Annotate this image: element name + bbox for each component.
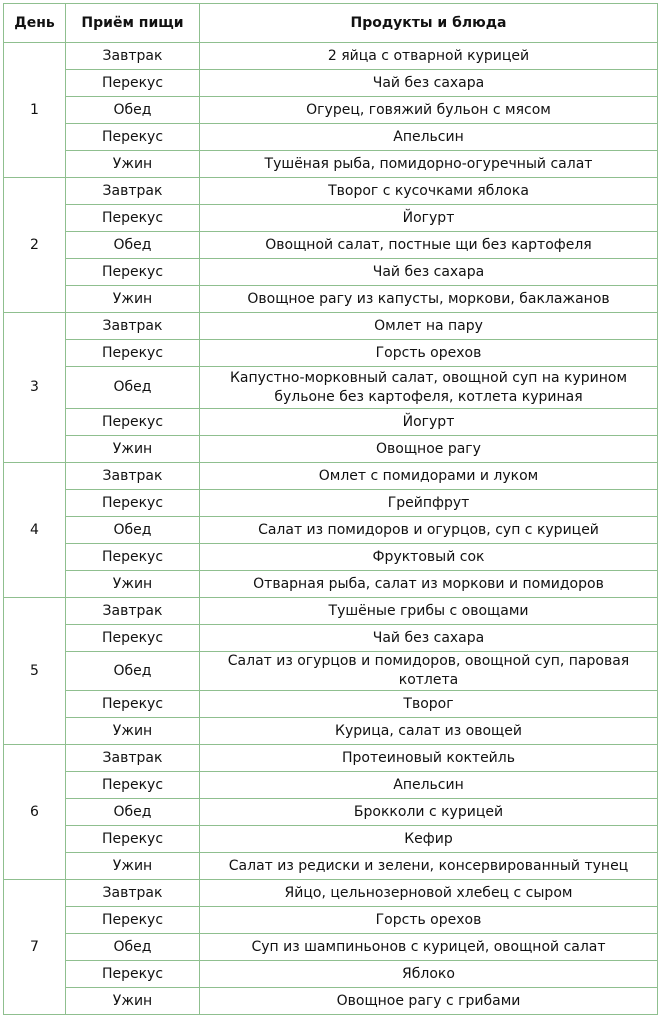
- table-row: [4, 934, 658, 961]
- meal-type-cell: Перекус: [66, 625, 200, 652]
- food-cell: Горсть орехов: [200, 340, 658, 367]
- meal-type-cell: Завтрак: [66, 43, 200, 70]
- table-row: [4, 340, 658, 367]
- meal-plan-table: [3, 3, 658, 1015]
- meal-type-cell: Перекус: [66, 490, 200, 517]
- table-row: [4, 772, 658, 799]
- meal-type-cell: Перекус: [66, 409, 200, 436]
- meal-type-cell: Обед: [66, 799, 200, 826]
- meal-type-cell: Завтрак: [66, 313, 200, 340]
- food-cell: Овощной салат, постные щи без картофеля: [200, 232, 658, 259]
- food-cell: Чай без сахара: [200, 70, 658, 97]
- food-cell: Овощное рагу с грибами: [200, 988, 658, 1015]
- day-number-cell: 1: [4, 43, 66, 178]
- food-cell: Салат из редиски и зелени, консервированный тунец: [200, 853, 658, 880]
- table-row: [4, 97, 658, 124]
- meal-type-cell: Перекус: [66, 70, 200, 97]
- food-cell: Овощное рагу из капусты, моркови, баклажанов: [200, 286, 658, 313]
- food-cell: Яйцо, цельнозерновой хлебец с сыром: [200, 880, 658, 907]
- table-row: [4, 259, 658, 286]
- table-header-row: [4, 4, 658, 43]
- table-row: [4, 745, 658, 772]
- meal-type-cell: Перекус: [66, 772, 200, 799]
- meal-type-cell: Обед: [66, 517, 200, 544]
- meal-type-cell: Перекус: [66, 691, 200, 718]
- header-day: День: [4, 4, 66, 43]
- meal-type-cell: Перекус: [66, 124, 200, 151]
- table-row: [4, 232, 658, 259]
- table-row: [4, 544, 658, 571]
- food-cell: Горсть орехов: [200, 907, 658, 934]
- header-meal: Приём пищи: [66, 4, 200, 43]
- meal-type-cell: Завтрак: [66, 880, 200, 907]
- meal-type-cell: Завтрак: [66, 598, 200, 625]
- meal-type-cell: Обед: [66, 934, 200, 961]
- meal-type-cell: Обед: [66, 97, 200, 124]
- table-row: [4, 880, 658, 907]
- food-cell: 2 яйца с отварной курицей: [200, 43, 658, 70]
- meal-type-cell: Обед: [66, 232, 200, 259]
- food-cell: Йогурт: [200, 409, 658, 436]
- food-cell: Чай без сахара: [200, 259, 658, 286]
- meal-type-cell: Ужин: [66, 151, 200, 178]
- day-number-cell: 6: [4, 745, 66, 880]
- meal-type-cell: Ужин: [66, 718, 200, 745]
- table-row: [4, 718, 658, 745]
- food-cell: Омлет с помидорами и луком: [200, 463, 658, 490]
- meal-type-cell: Завтрак: [66, 463, 200, 490]
- table-row: [4, 625, 658, 652]
- table-row: [4, 70, 658, 97]
- food-cell: Апельсин: [200, 124, 658, 151]
- table-row: [4, 178, 658, 205]
- food-cell: Брокколи с курицей: [200, 799, 658, 826]
- food-cell: Яблоко: [200, 961, 658, 988]
- table-row: [4, 853, 658, 880]
- food-cell: Фруктовый сок: [200, 544, 658, 571]
- meal-type-cell: Ужин: [66, 988, 200, 1015]
- table-row: [4, 517, 658, 544]
- food-cell: Кефир: [200, 826, 658, 853]
- meal-type-cell: Перекус: [66, 961, 200, 988]
- table-row: [4, 652, 658, 691]
- food-cell: Чай без сахара: [200, 625, 658, 652]
- meal-type-cell: Ужин: [66, 436, 200, 463]
- meal-type-cell: Ужин: [66, 571, 200, 598]
- food-cell: Протеиновый коктейль: [200, 745, 658, 772]
- table-row: [4, 598, 658, 625]
- meal-type-cell: Перекус: [66, 340, 200, 367]
- meal-type-cell: Перекус: [66, 907, 200, 934]
- table-row: [4, 313, 658, 340]
- meal-type-cell: Перекус: [66, 544, 200, 571]
- table-row: [4, 436, 658, 463]
- day-number-cell: 4: [4, 463, 66, 598]
- table-row: [4, 151, 658, 178]
- food-cell: Омлет на пару: [200, 313, 658, 340]
- food-cell: Огурец, говяжий бульон с мясом: [200, 97, 658, 124]
- header-food: Продукты и блюда: [200, 4, 658, 43]
- table-row: [4, 205, 658, 232]
- meal-type-cell: Ужин: [66, 853, 200, 880]
- food-cell: Отварная рыба, салат из моркови и помидоров: [200, 571, 658, 598]
- table-row: [4, 988, 658, 1015]
- table-row: [4, 43, 658, 70]
- table-row: [4, 367, 658, 409]
- day-number-cell: 7: [4, 880, 66, 1015]
- day-number-cell: 3: [4, 313, 66, 463]
- food-cell: Апельсин: [200, 772, 658, 799]
- day-number-cell: 2: [4, 178, 66, 313]
- meal-type-cell: Перекус: [66, 259, 200, 286]
- table-row: [4, 571, 658, 598]
- table-row: [4, 124, 658, 151]
- food-cell: Салат из огурцов и помидоров, овощной суп, паровая котлета: [200, 652, 658, 691]
- table-row: [4, 409, 658, 436]
- table-row: [4, 907, 658, 934]
- food-cell: Овощное рагу: [200, 436, 658, 463]
- food-cell: Суп из шампиньонов с курицей, овощной салат: [200, 934, 658, 961]
- food-cell: Тушёная рыба, помидорно-огуречный салат: [200, 151, 658, 178]
- meal-type-cell: Перекус: [66, 826, 200, 853]
- meal-type-cell: Завтрак: [66, 178, 200, 205]
- meal-type-cell: Обед: [66, 652, 200, 691]
- table-body: [4, 43, 658, 1015]
- food-cell: Курица, салат из овощей: [200, 718, 658, 745]
- table-row: [4, 490, 658, 517]
- table-row: [4, 463, 658, 490]
- table-row: [4, 691, 658, 718]
- table-row: [4, 826, 658, 853]
- meal-type-cell: Перекус: [66, 205, 200, 232]
- food-cell: Салат из помидоров и огурцов, суп с курицей: [200, 517, 658, 544]
- table-row: [4, 799, 658, 826]
- table-row: [4, 286, 658, 313]
- meal-type-cell: Ужин: [66, 286, 200, 313]
- food-cell: Грейпфрут: [200, 490, 658, 517]
- food-cell: Капустно-морковный салат, овощной суп на курином бульоне без картофеля, котлета куриная: [200, 367, 658, 409]
- food-cell: Творог: [200, 691, 658, 718]
- day-number-cell: 5: [4, 598, 66, 745]
- food-cell: Творог с кусочками яблока: [200, 178, 658, 205]
- table-row: [4, 961, 658, 988]
- food-cell: Йогурт: [200, 205, 658, 232]
- meal-type-cell: Обед: [66, 367, 200, 409]
- meal-type-cell: Завтрак: [66, 745, 200, 772]
- food-cell: Тушёные грибы с овощами: [200, 598, 658, 625]
